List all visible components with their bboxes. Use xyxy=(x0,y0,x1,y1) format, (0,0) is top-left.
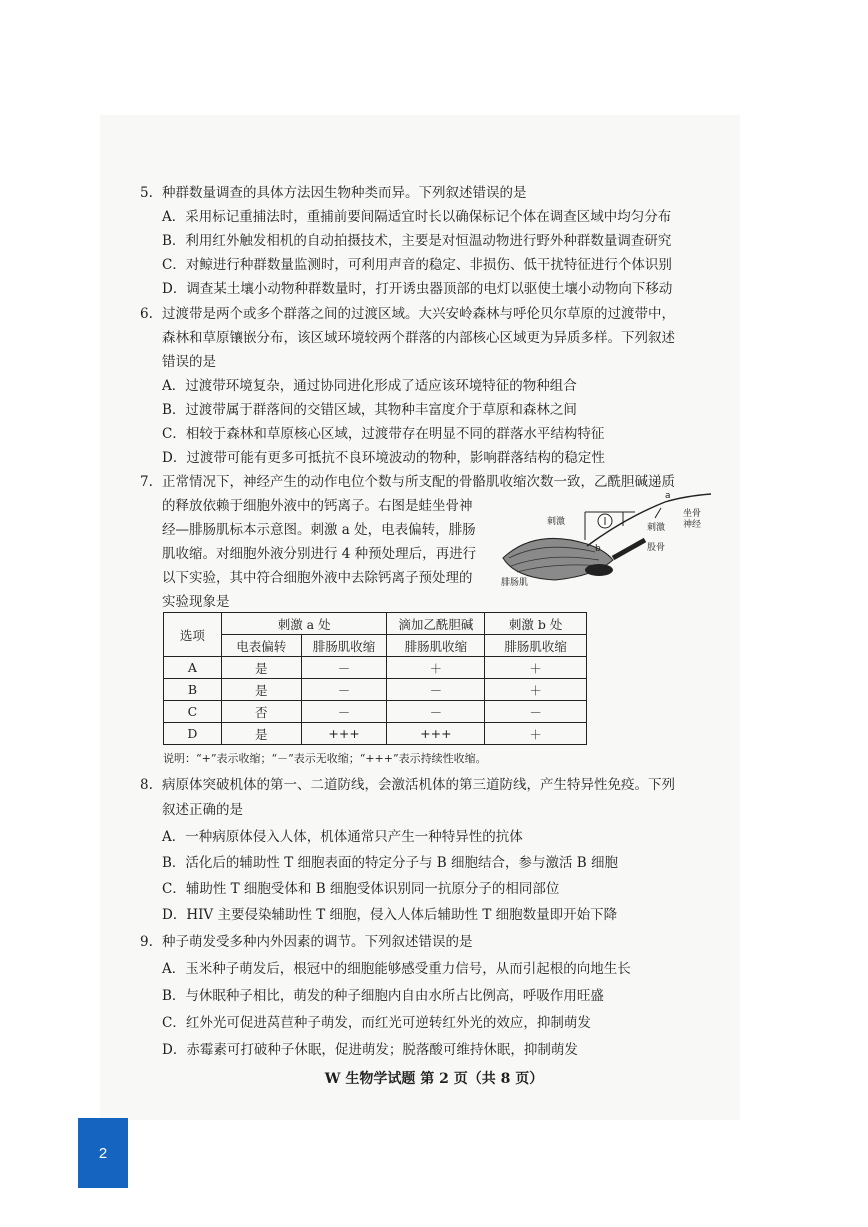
q7-stem-line5: 以下实验，其中符合细胞外液中去除钙离子预处理的 xyxy=(162,570,473,586)
table-cell: 是 xyxy=(221,723,301,745)
label-gastrocnemius: 腓肠肌 xyxy=(501,578,529,588)
table-header-cell: 腓肠肌收缩 xyxy=(301,635,387,657)
femur-bone-shape xyxy=(613,540,645,558)
table-header-cell: 刺激 a 处 xyxy=(221,613,387,635)
q7-stem-line6: 实验现象是 xyxy=(162,594,230,610)
table-cell: B xyxy=(164,679,222,701)
table-row xyxy=(164,679,587,701)
q9-text: 种子萌发受多种内外因素的调节。下列叙述错误的是 xyxy=(162,934,473,950)
table-note: 说明：“+”表示收缩；“－”表示无收缩；“+++”表示持续性收缩。 xyxy=(163,752,487,765)
table-cell: － xyxy=(387,679,485,701)
q8-stem-line2: 叙述正确的是 xyxy=(162,802,243,818)
table-header-cell: 滴加乙酰胆碱 xyxy=(387,613,485,635)
table-cell: － xyxy=(301,679,387,701)
q5-option-d: D．调查某土壤小动物种群数量时，打开诱虫器顶部的电灯以驱使土壤小动物向下移动 xyxy=(162,281,673,297)
table-cell: － xyxy=(301,657,387,679)
q7-stem-line4: 肌收缩。对细胞外液分别进行 4 种预处理后，再进行 xyxy=(162,546,477,562)
q5-text: 种群数量调查的具体方法因生物种类而异。下列叙述错误的是 xyxy=(162,185,527,201)
table-cell: ＋ xyxy=(485,679,587,701)
table-cell: 是 xyxy=(221,679,301,701)
q8-number: 8. xyxy=(140,777,153,793)
label-b: b xyxy=(595,544,601,554)
q8-stem-line1 xyxy=(140,775,675,795)
table-cell: +++ xyxy=(387,723,485,745)
table-cell: － xyxy=(387,701,485,723)
q6-option-c: C．相较于森林和草原核心区域，过渡带存在明显不同的群落水平结构特征 xyxy=(162,426,605,442)
table-cell: A xyxy=(164,657,222,679)
table-cell: D xyxy=(164,723,222,745)
q6-stem-line1 xyxy=(140,304,675,324)
table-row xyxy=(164,701,587,723)
table-header-row-2 xyxy=(164,635,587,657)
q6-number: 6. xyxy=(140,306,153,322)
table-cell: ＋ xyxy=(485,657,587,679)
label-a: a xyxy=(665,491,671,501)
q6-option-a: A．过渡带环境复杂，通过协同进化形成了适应该环境特征的物种组合 xyxy=(162,378,577,394)
q7-stem-line2: 的释放依赖于细胞外液中的钙离子。右图是蛙坐骨神 xyxy=(162,498,473,514)
q8-option-d: D．HIV 主要侵染辅助性 T 细胞，侵入人体后辅助性 T 细胞数量即开始下降 xyxy=(162,907,618,923)
table-cell: 是 xyxy=(221,657,301,679)
table-cell: +++ xyxy=(301,723,387,745)
q9-number: 9. xyxy=(140,934,153,950)
table-cell: － xyxy=(485,701,587,723)
experiment-table xyxy=(163,612,587,745)
table-header-cell: 刺激 b 处 xyxy=(485,613,587,635)
q8-text-1: 病原体突破机体的第一、二道防线，会激活机体的第三道防线，产生特异性免疫。下列 xyxy=(162,777,675,793)
q7-stem-line3: 经—腓肠肌标本示意图。刺激 a 处，电表偏转，腓肠 xyxy=(162,522,476,538)
table-header-cell: 电表偏转 xyxy=(221,635,301,657)
q6-option-d: D．过渡带可能有更多可抵抗不良环境波动的物种，影响群落结构的稳定性 xyxy=(162,450,605,466)
page-footer: W 生物学试题 第 2 页（共 8 页） xyxy=(324,1071,544,1087)
table-cell: C xyxy=(164,701,222,723)
q7-text-1: 正常情况下，神经产生的动作电位个数与所支配的骨骼肌收缩次数一致，乙酰胆碱递质 xyxy=(162,474,675,490)
q8-option-b: B．活化后的辅助性 T 细胞表面的特定分子与 B 细胞结合，参与激活 B 细胞 xyxy=(162,855,619,871)
q9-stem xyxy=(140,932,473,952)
q5-option-c: C．对鲸进行种群数量监测时，可利用声音的稳定、非损伤、低干扰特征进行个体识别 xyxy=(162,257,672,273)
q8-option-c: C．辅助性 T 细胞受体和 B 细胞受体识别同一抗原分子的相同部位 xyxy=(162,881,560,897)
q6-stem-line2: 森林和草原镶嵌分布，该区域环境较两个群落的内部核心区域更为异质多样。下列叙述 xyxy=(162,330,675,346)
q6-text-1: 过渡带是两个或多个群落之间的过渡区域。大兴安岭森林与呼伦贝尔草原的过渡带中， xyxy=(162,306,675,322)
table-header-row-1 xyxy=(164,613,587,635)
page-number-badge: 2 xyxy=(78,1118,128,1188)
q9-option-d: D．赤霉素可打破种子休眠，促进萌发；脱落酸可维持休眠，抑制萌发 xyxy=(162,1042,578,1058)
table-row xyxy=(164,723,587,745)
label-sciatic-1: 坐骨 xyxy=(683,509,702,519)
nerve-muscle-diagram xyxy=(495,488,713,588)
label-sciatic-2: 神经 xyxy=(683,520,702,530)
muscle-tendon xyxy=(585,564,613,576)
q9-option-a: A．玉米种子萌发后，根冠中的细胞能够感受重力信号，从而引起根的向地生长 xyxy=(162,961,631,977)
q6-option-b: B．过渡带属于群落间的交错区域，其物种丰富度介于草原和森林之间 xyxy=(162,402,577,418)
table-cell: ＋ xyxy=(387,657,485,679)
q9-option-b: B．与休眠种子相比，萌发的种子细胞内自由水所占比例高，呼吸作用旺盛 xyxy=(162,988,604,1004)
q9-option-c: C．红外光可促进莴苣种子萌发，而红光可逆转红外光的效应，抑制萌发 xyxy=(162,1015,591,1031)
label-stimulate-b: 刺激 xyxy=(547,517,566,527)
label-femur: 股骨 xyxy=(647,543,666,553)
table-cell: ＋ xyxy=(485,723,587,745)
q5-stem xyxy=(140,183,527,203)
q7-number: 7. xyxy=(140,474,153,490)
table-header-cell: 腓肠肌收缩 xyxy=(485,635,587,657)
table-header-cell: 腓肠肌收缩 xyxy=(387,635,485,657)
q5-option-a: A．采用标记重捕法时，重捕前要间隔适宜时长以确保标记个体在调查区域中均匀分布 xyxy=(162,209,672,225)
table-header-cell: 选项 xyxy=(164,613,222,657)
q8-option-a: A．一种病原体侵入人体，机体通常只产生一种特异性的抗体 xyxy=(162,829,523,845)
table-cell: － xyxy=(301,701,387,723)
label-stimulate-a: 刺激 xyxy=(647,523,666,533)
q6-stem-line3: 错误的是 xyxy=(162,354,216,370)
table-cell: 否 xyxy=(221,701,301,723)
q5-number: 5. xyxy=(140,185,153,201)
q5-option-b: B．利用红外触发相机的自动拍摄技术，主要是对恒温动物进行野外种群数量调查研究 xyxy=(162,233,672,249)
table-row xyxy=(164,657,587,679)
